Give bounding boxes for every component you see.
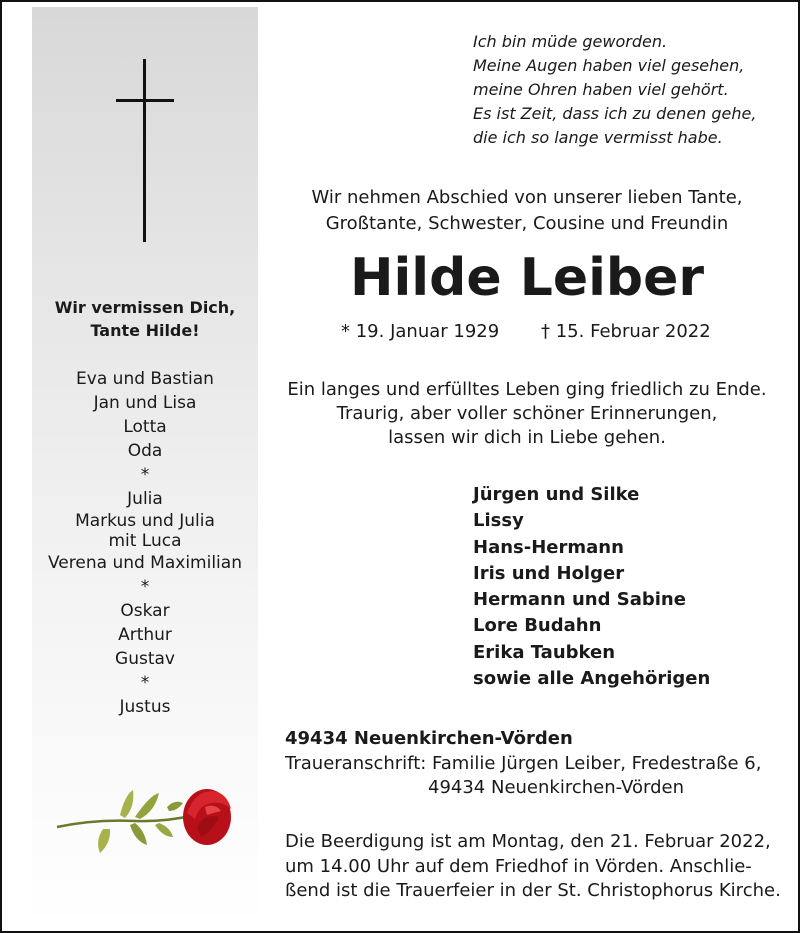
- birth-date: * 19. Januar 1929: [341, 321, 500, 342]
- poem-line: Es ist Zeit, dass ich zu denen gehe,: [473, 104, 757, 123]
- separator-star: *: [140, 673, 150, 693]
- life-text: [285, 378, 769, 450]
- cross-icon: [143, 59, 146, 242]
- name-item: Markus und Julia: [75, 511, 215, 531]
- intro-text: [285, 185, 769, 237]
- sidebar-heading-line: Tante Hilde!: [90, 321, 200, 340]
- name-item: Eva und Bastian: [76, 369, 214, 389]
- name-item: Justus: [119, 697, 171, 717]
- separator-star: *: [140, 465, 150, 485]
- address-city: 49434 Neuenkirchen-Vörden: [285, 728, 573, 749]
- separator-star: *: [140, 577, 150, 597]
- name-item: Julia: [127, 489, 163, 509]
- name-item: Verena und Maximilian: [48, 553, 242, 573]
- address-line: 49434 Neuenkirchen-Vörden: [428, 777, 684, 798]
- deceased-name: Hilde Leiber: [349, 248, 705, 308]
- sidebar-heading: [32, 296, 258, 342]
- family-item: Lissy: [473, 510, 524, 532]
- poem-line: Meine Augen haben viel gesehen,: [473, 56, 745, 75]
- mourning-address: [285, 727, 761, 801]
- name-item: Oskar: [120, 601, 170, 621]
- name-item: Gustav: [115, 649, 175, 669]
- address-line: Traueranschrift: Familie Jürgen Leiber, Fredestraße 6,: [285, 752, 762, 774]
- funeral-line: um 14.00 Uhr auf dem Friedhof in Vörden. Anschlie-: [285, 855, 752, 877]
- life-line: lassen wir dich in Liebe gehen.: [388, 427, 666, 448]
- poem: [473, 30, 756, 150]
- funeral-line: Die Beerdigung ist am Montag, den 21. Februar 2022,: [285, 831, 771, 852]
- family-item: Lore Budahn: [473, 615, 602, 637]
- cross-icon-bar: [116, 99, 174, 102]
- name-item: Oda: [127, 441, 163, 461]
- poem-line: meine Ohren haben viel gehört.: [473, 80, 729, 99]
- poem-line: die ich so lange vermisst habe.: [473, 128, 723, 147]
- sidebar-names: [32, 367, 258, 719]
- family-item: Jürgen und Silke: [473, 484, 640, 505]
- rose-icon: [55, 785, 235, 860]
- life-line: Traurig, aber voller schöner Erinnerungen,: [336, 403, 718, 424]
- name-item: Jan und Lisa: [93, 393, 197, 413]
- funeral-line: ßend ist die Trauerfeier in der St. Christophorus Kirche.: [285, 880, 781, 901]
- intro-line: Großtante, Schwester, Cousine und Freundin: [325, 213, 729, 234]
- family-list: [473, 482, 710, 692]
- poem-line: Ich bin müde geworden.: [473, 32, 668, 51]
- name-item: Lotta: [123, 417, 167, 437]
- name-item: mit Luca: [108, 531, 182, 551]
- name-item: Arthur: [118, 625, 172, 645]
- funeral-info: [285, 830, 781, 904]
- family-item: Iris und Holger: [473, 562, 625, 584]
- sidebar-heading-line: Wir vermissen Dich,: [54, 298, 236, 317]
- family-item: Erika Taubken: [473, 641, 616, 663]
- family-item: Hans-Hermann: [473, 536, 624, 558]
- family-item: sowie alle Angehörigen: [473, 668, 711, 690]
- intro-line: Wir nehmen Abschied von unserer lieben Tante,: [311, 187, 743, 208]
- life-line: Ein langes und erfülltes Leben ging friedlich zu Ende.: [287, 379, 767, 400]
- death-date: † 15. Februar 2022: [541, 321, 711, 342]
- family-item: Hermann und Sabine: [473, 589, 686, 611]
